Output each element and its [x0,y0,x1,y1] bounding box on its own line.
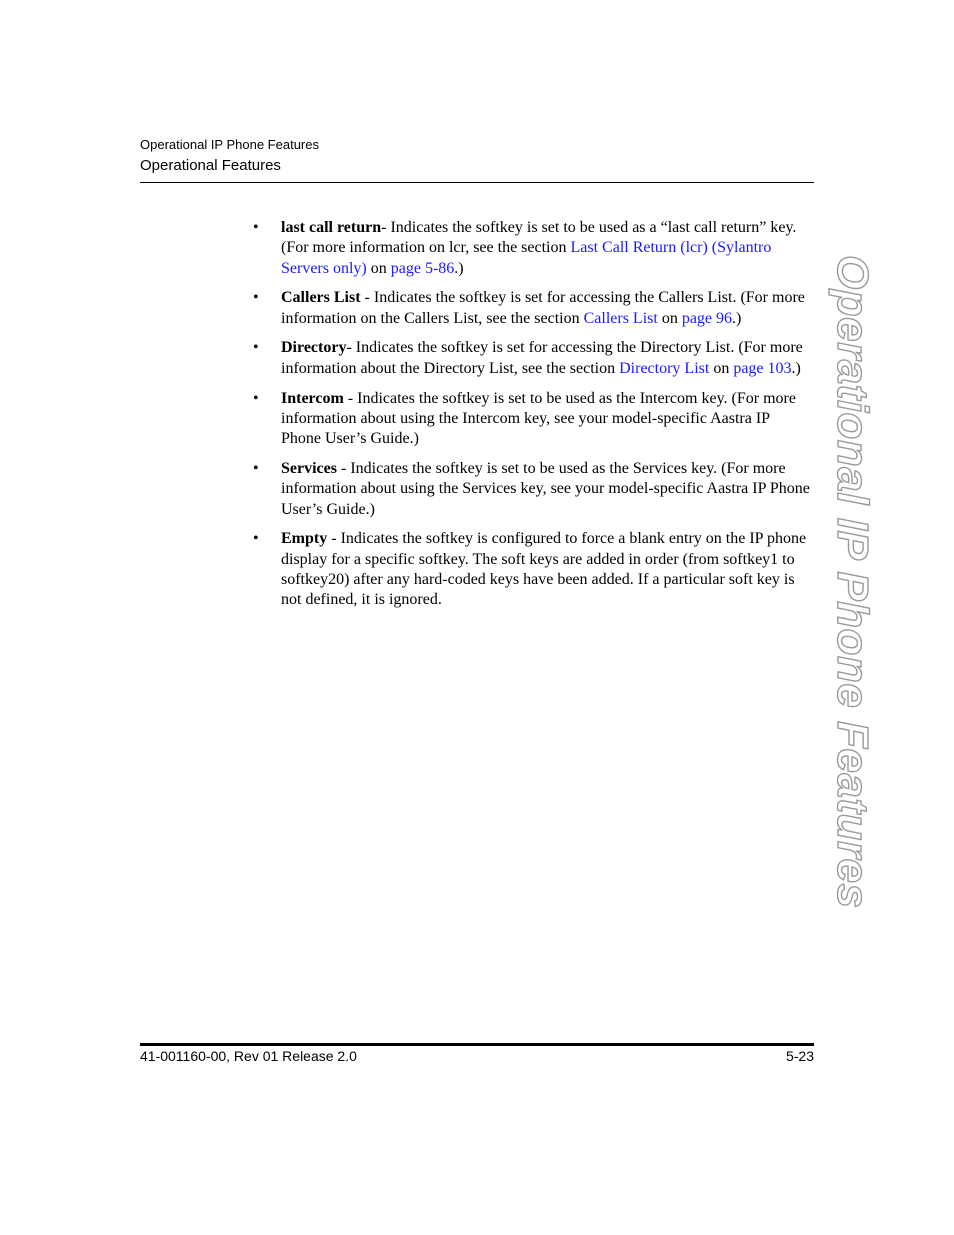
bullet: • [253,530,259,548]
term: Intercom [281,389,344,407]
page-link[interactable]: page 103 [733,359,792,377]
page-link[interactable]: page 5-86 [390,259,455,277]
connector-text: on [709,359,734,377]
list-item-services [253,459,813,520]
section-link[interactable]: Directory List [619,359,710,377]
connector-text: on [366,259,391,277]
term: Empty [281,530,328,548]
running-header-chapter: Operational IP Phone Features [140,137,319,152]
list-item-empty [253,529,813,610]
closing-text: .) [791,359,801,377]
bullet: • [253,219,259,236]
description: - Indicates the softkey is set to be used as the Services key. (For more information about using the Services key, see your model-specific Aastra IP Phone User’s Guide.) [281,459,810,518]
list-item-last-call-return [253,218,813,279]
list-item-directory [253,338,813,379]
page-link[interactable]: page 96 [681,309,733,327]
side-tab-title: Operational IP Phone Features [828,255,877,909]
term: Services [281,459,337,477]
header-rule [140,182,814,183]
list-item-callers-list [253,288,813,329]
section-link[interactable]: Callers List [583,309,658,327]
footer-doc-info: 41-001160-00, Rev 01 Release 2.0 [140,1048,357,1064]
bullet: • [253,289,259,307]
bullet: • [253,389,259,407]
description: - Indicates the softkey is set for accessing the Callers List. (For more information on the Callers List, see the section [281,289,805,327]
description: - Indicates the softkey is set for accessing the Directory List. (For more information about the Directory List, see the section [281,339,803,377]
term: last call return [281,219,382,236]
term: Directory [281,339,347,357]
page-number: 5-23 [785,1048,814,1064]
section-link[interactable]: Last Call Return (lcr) (Sylantro Servers only) [281,239,772,277]
description: - Indicates the softkey is configured to force a blank entry on the IP phone display for a specific softkey. The soft keys are added in order (from softkey1 to softkey20) after any hard-coded keys have been added. If a particular soft key is not defined, it is ignored. [281,530,807,609]
footer-rule [140,1043,814,1046]
term: Callers List [281,289,361,307]
connector-text: on [657,309,682,327]
description: - Indicates the softkey is set to be used as a “last call return” key. (For more information on lcr, see the section [281,219,797,257]
bullet: • [253,459,259,477]
bullet-list [253,218,813,620]
closing-text: .) [454,259,464,277]
bullet: • [253,339,259,357]
description: - Indicates the softkey is set to be used as the Intercom key. (For more information about using the Intercom key, see your model-specific Aastra IP Phone User’s Guide.) [281,389,796,448]
running-header-section: Operational Features [140,157,281,174]
closing-text: .) [732,309,742,327]
list-item-intercom [253,389,813,450]
